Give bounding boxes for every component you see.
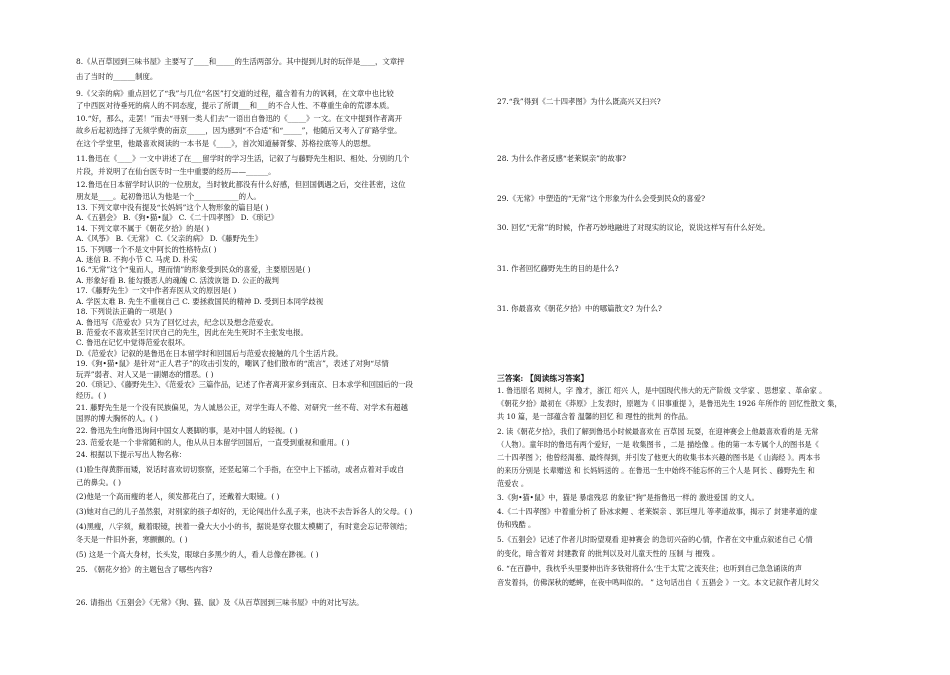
answer-line: 二十四孝图 》；他曾经渴慕、最终得到，并引发了他更大的收集书本兴趣的图书是《 山海经 》。两本书 (497, 453, 821, 462)
question-line: 30. 回忆“无常”的时候，作者巧妙地融进了对现实的议论，说说这样写有什么好处。 (497, 223, 770, 232)
question-line: 经历。( ) (76, 391, 107, 400)
answer-line: 伪和残酷 。 (497, 520, 536, 529)
question-line: 朋友是____。起初鲁迅认为他是一个____________的人。 (76, 192, 261, 201)
question-line: 17.《藤野先生》一文中作者弃医从文的原因是( ) (76, 286, 237, 295)
choice-line: A.《风筝》 B.《无常》 C.《父亲的病》 D.《藤野先生》 (76, 234, 263, 243)
question-line: 国界的博大胸怀的人。( ) (76, 414, 159, 423)
question-line: 故乡后起初选择了无须学费的南京_____，因为感到“不合适”和“_____”，他随后又考入了矿路学堂。 (76, 126, 402, 135)
question-line: 12.鲁迅在日本留学时认识的一位朋友，当时彼此都没有什么好感，但回国偶遇之后，交往甚密，这位 (76, 180, 406, 189)
answer-line: 的变化，暗含着对 封建教育 的批判以及对儿童天性的 压制 与 摧残 。 (497, 549, 720, 558)
question-line: 29.《无常》中塑造的“无常”这个形象为什么会受到民众的喜爱? (497, 194, 706, 203)
question-line: 20.《琐记》、《藤野先生》、《范爱农》三篇作品，记述了作者离开家乡到南京、日本求学和回国后的一段 (76, 380, 413, 389)
choice-line: A.《五猖会》 B.《狗•猫•鼠》 C.《二十四孝图》 D.《琐记》 (76, 213, 279, 222)
answer-line: 6. “在百静中，我枕乎头里要伸出许多铁钳将什么‘生于太荒’之流夹住；也听到自己急急诵读的声 (497, 564, 802, 573)
choice-line: A. 迷信 B. 不拘小节 C. 马虎 D. 朴实 (76, 255, 198, 264)
question-line: (2)他是一个高而瘦的老人，须发都花白了，还戴着大眼镜。( ) (76, 492, 280, 501)
question-line: 28. 为什么作者反感“老莱娱亲”的故事? (497, 154, 627, 163)
question-line: 18. 下列说法正确的一项是( ) (76, 307, 173, 316)
question-line: 26. 请指出《五猖会》《无常》《狗、猫、鼠》及《从百草园到三味书屋》中的对比写法。 (76, 598, 364, 607)
question-line: 9.《父亲的病》重点回忆了“我”与几位“名医”打交道的过程，蕴含着有力的讽刺，在文章中也比较 (76, 89, 394, 98)
question-line: 22. 鲁迅先生向鲁迅询问中国女人裹脚的事，是对中国人的轻视。( ) (76, 426, 298, 435)
answer-line: 《朝花夕拾》最初在《莽原》上发表时，原题为《 旧事重提 》，是鲁迅先生 1926 年所作的 回忆性散文 集， (497, 399, 842, 408)
answer-line: 5.《五猖会》记述了作者儿时盼望观看 迎神赛会 的急切兴奋的心情，作者在文中重点叙述自己 心情 (497, 535, 813, 544)
answer-header: 三答案: 【阅读练习答案】 (497, 374, 589, 383)
answer-line: 音发着抖，仿佛深秋的蟋蟀，在夜中鸣叫似的。 ” 这句话出自《 五猖会 》一文。本文记叙作者儿时父 (497, 578, 819, 587)
question-line: 击了当时的______制度。 (76, 72, 158, 81)
choice-line: B. 范爱农不喜欢甚至讨厌自己的先生，因此在先生死时不主张发电报。 (76, 328, 308, 337)
question-line: 10.“好，那么，走罢！”而去“寻别一类人们去”一语出自鲁迅的《_____》一文。在文中提到作者离开 (76, 114, 403, 123)
answer-line: 2. 读《朝花夕拾》，我们了解到鲁迅小时候最喜欢在 百草园 玩耍，在迎神赛会上他最喜欢看的是 无常 (497, 427, 819, 436)
answer-line: （人物）。童年时的鲁迅有两个爱好，一是 收集图书 ，二是 描绘像 。他的第一本专属个人的图书是《 (497, 440, 819, 449)
answer-line: 3.《狗•猫•鼠》中，猫是 暴虐残忍 的象征“狗”是指鲁迅一样的 激进爱国 的文人。 (497, 493, 759, 502)
question-line: 27.“我”得到《二十四孝图》为什么既高兴又扫兴? (497, 97, 661, 106)
question-line: 冬天是一件旧外套，寒颤颤的。( ) (76, 535, 188, 544)
question-line: 了中西医对待垂死的病人的不同态度，提示了所谓___和___的不合人性、不尊重生命的荒谬本质。 (76, 101, 394, 110)
answer-line: 的来历分别是 长辈赠送 和 长妈妈送的 。在鲁迅一生中始终不能忘怀的三个人是 阿长 、藤野先生 和 (497, 466, 815, 475)
question-line: (5) 这是一个高大身材，长头发，眼球白多黑少的人，看人总像在渺视。( ) (76, 550, 319, 559)
question-line: 23. 范爱农是一个非常随和的人，他从从日本留学回国后，一直受到重视和重用。( ) (76, 438, 350, 447)
question-line: 片段，并说明了在仙台医专时一生中重要的经历——______。 (76, 167, 276, 176)
question-line: 8.《从百草园到三味书屋》主要写了____和_____的生活两部分。其中提到儿时的玩伴是____，文章抨 (76, 57, 405, 66)
question-line: 25. 《朝花夕拾》的主题包含了哪些内容? (76, 565, 213, 574)
question-line: 24. 根据以下提示写出人物名称： (76, 450, 187, 459)
choice-line: C. 鲁迅在记忆中觉得范爱农很坏。 (76, 338, 190, 347)
question-line: 11.鲁迅在《____》一文中讲述了在___留学时的学习生活，记叙了与藤野先生相识、相处、分别的几个 (76, 154, 410, 163)
question-line: 31. 作者回忆藤野先生的目的是什么? (497, 264, 619, 273)
question-line: 19.《狗•猫•鼠》是针对“正人君子”的攻击引发的，嘲讽了他们散布的“流言”，表述了对狗“尽情 (76, 359, 389, 368)
question-line: 玩弄”弱者、对人又是一副媚态的憎恶。( ) (76, 370, 214, 379)
answer-line: 范爱农 。 (497, 479, 529, 488)
question-line: 己的鼻尖。( ) (76, 478, 122, 487)
question-line: 21. 藤野先生是一个没有民族偏见，为人诚恳公正，对学生诲人不倦、对研究一丝不苟、对学术有超越 (76, 403, 408, 412)
question-line: 在这个学堂里，他最喜欢阅读的一本书是《____》，首次知道赫胥黎、苏格拉底等人的思想。 (76, 139, 376, 148)
choice-line: A. 学医太难 B. 先生不重视自己 C. 要拯救国民的精神 D. 受到日本同学歧视 (76, 297, 324, 306)
question-line: (3)她对自己的儿子虽然狠，对别家的孩子却好的，无论闯出什么乱子来，也决不去告诉各人的父母。( ) (76, 507, 413, 516)
answer-line: 1. 鲁迅原名 周树人，字 豫才，浙江 绍兴 人，是中国现代伟大的无产阶级 文学家 、思想家 、革命家 。 (497, 386, 827, 395)
question-line: 16.“无常”这个“鬼而人，理而情”的形象受到民众的喜爱，主要原因是( ) (76, 265, 311, 274)
question-line: (4)黑瘦，八字须，戴着眼镜，挟着一叠大大小小的书，据说是穿衣服太模糊了，有时竟会忘记带领结； (76, 522, 412, 531)
answer-line: 4.《二十四孝图》中着重分析了 卧冰求鲤 、老莱娱亲 、郭巨埋儿 等孝道故事，揭示了 封建孝道的虚 (497, 507, 818, 516)
choice-line: A. 鲁迅写《范爱农》只为了回忆过去，纪念以及想念范爱农。 (76, 318, 279, 327)
question-line: 15. 下列哪一个不是文中阿长的性格特点( ) (76, 245, 217, 254)
question-line: (1)脸生得黄胖而矮，说话时喜欢切切察察，还竖起第二个手指，在空中上下摇动，或者点着对手或自 (76, 465, 405, 474)
question-line: 14. 下列文章不属于《朝花夕拾》的是( ) (76, 224, 210, 233)
question-line: 13. 下列文章中没有提及“长妈妈”这个人物形象的篇目是( ) (76, 203, 269, 212)
choice-line: A. 形象好看 B. 能勾摄恶人的魂魄 C. 活泼诙谐 D. 公正的裁判 (76, 276, 279, 285)
question-line: 31. 你最喜欢《朝花夕拾》中的哪篇散文? 为什么? (497, 304, 662, 313)
answer-line: 共 10 篇，是一部蕴含着 温馨的回忆 和 理性的批判 的作品。 (497, 412, 693, 421)
choice-line: D.《范爱农》记叙的是鲁迅在日本留学时和回国后与范爱农接触的几个生活片段。 (76, 349, 343, 358)
